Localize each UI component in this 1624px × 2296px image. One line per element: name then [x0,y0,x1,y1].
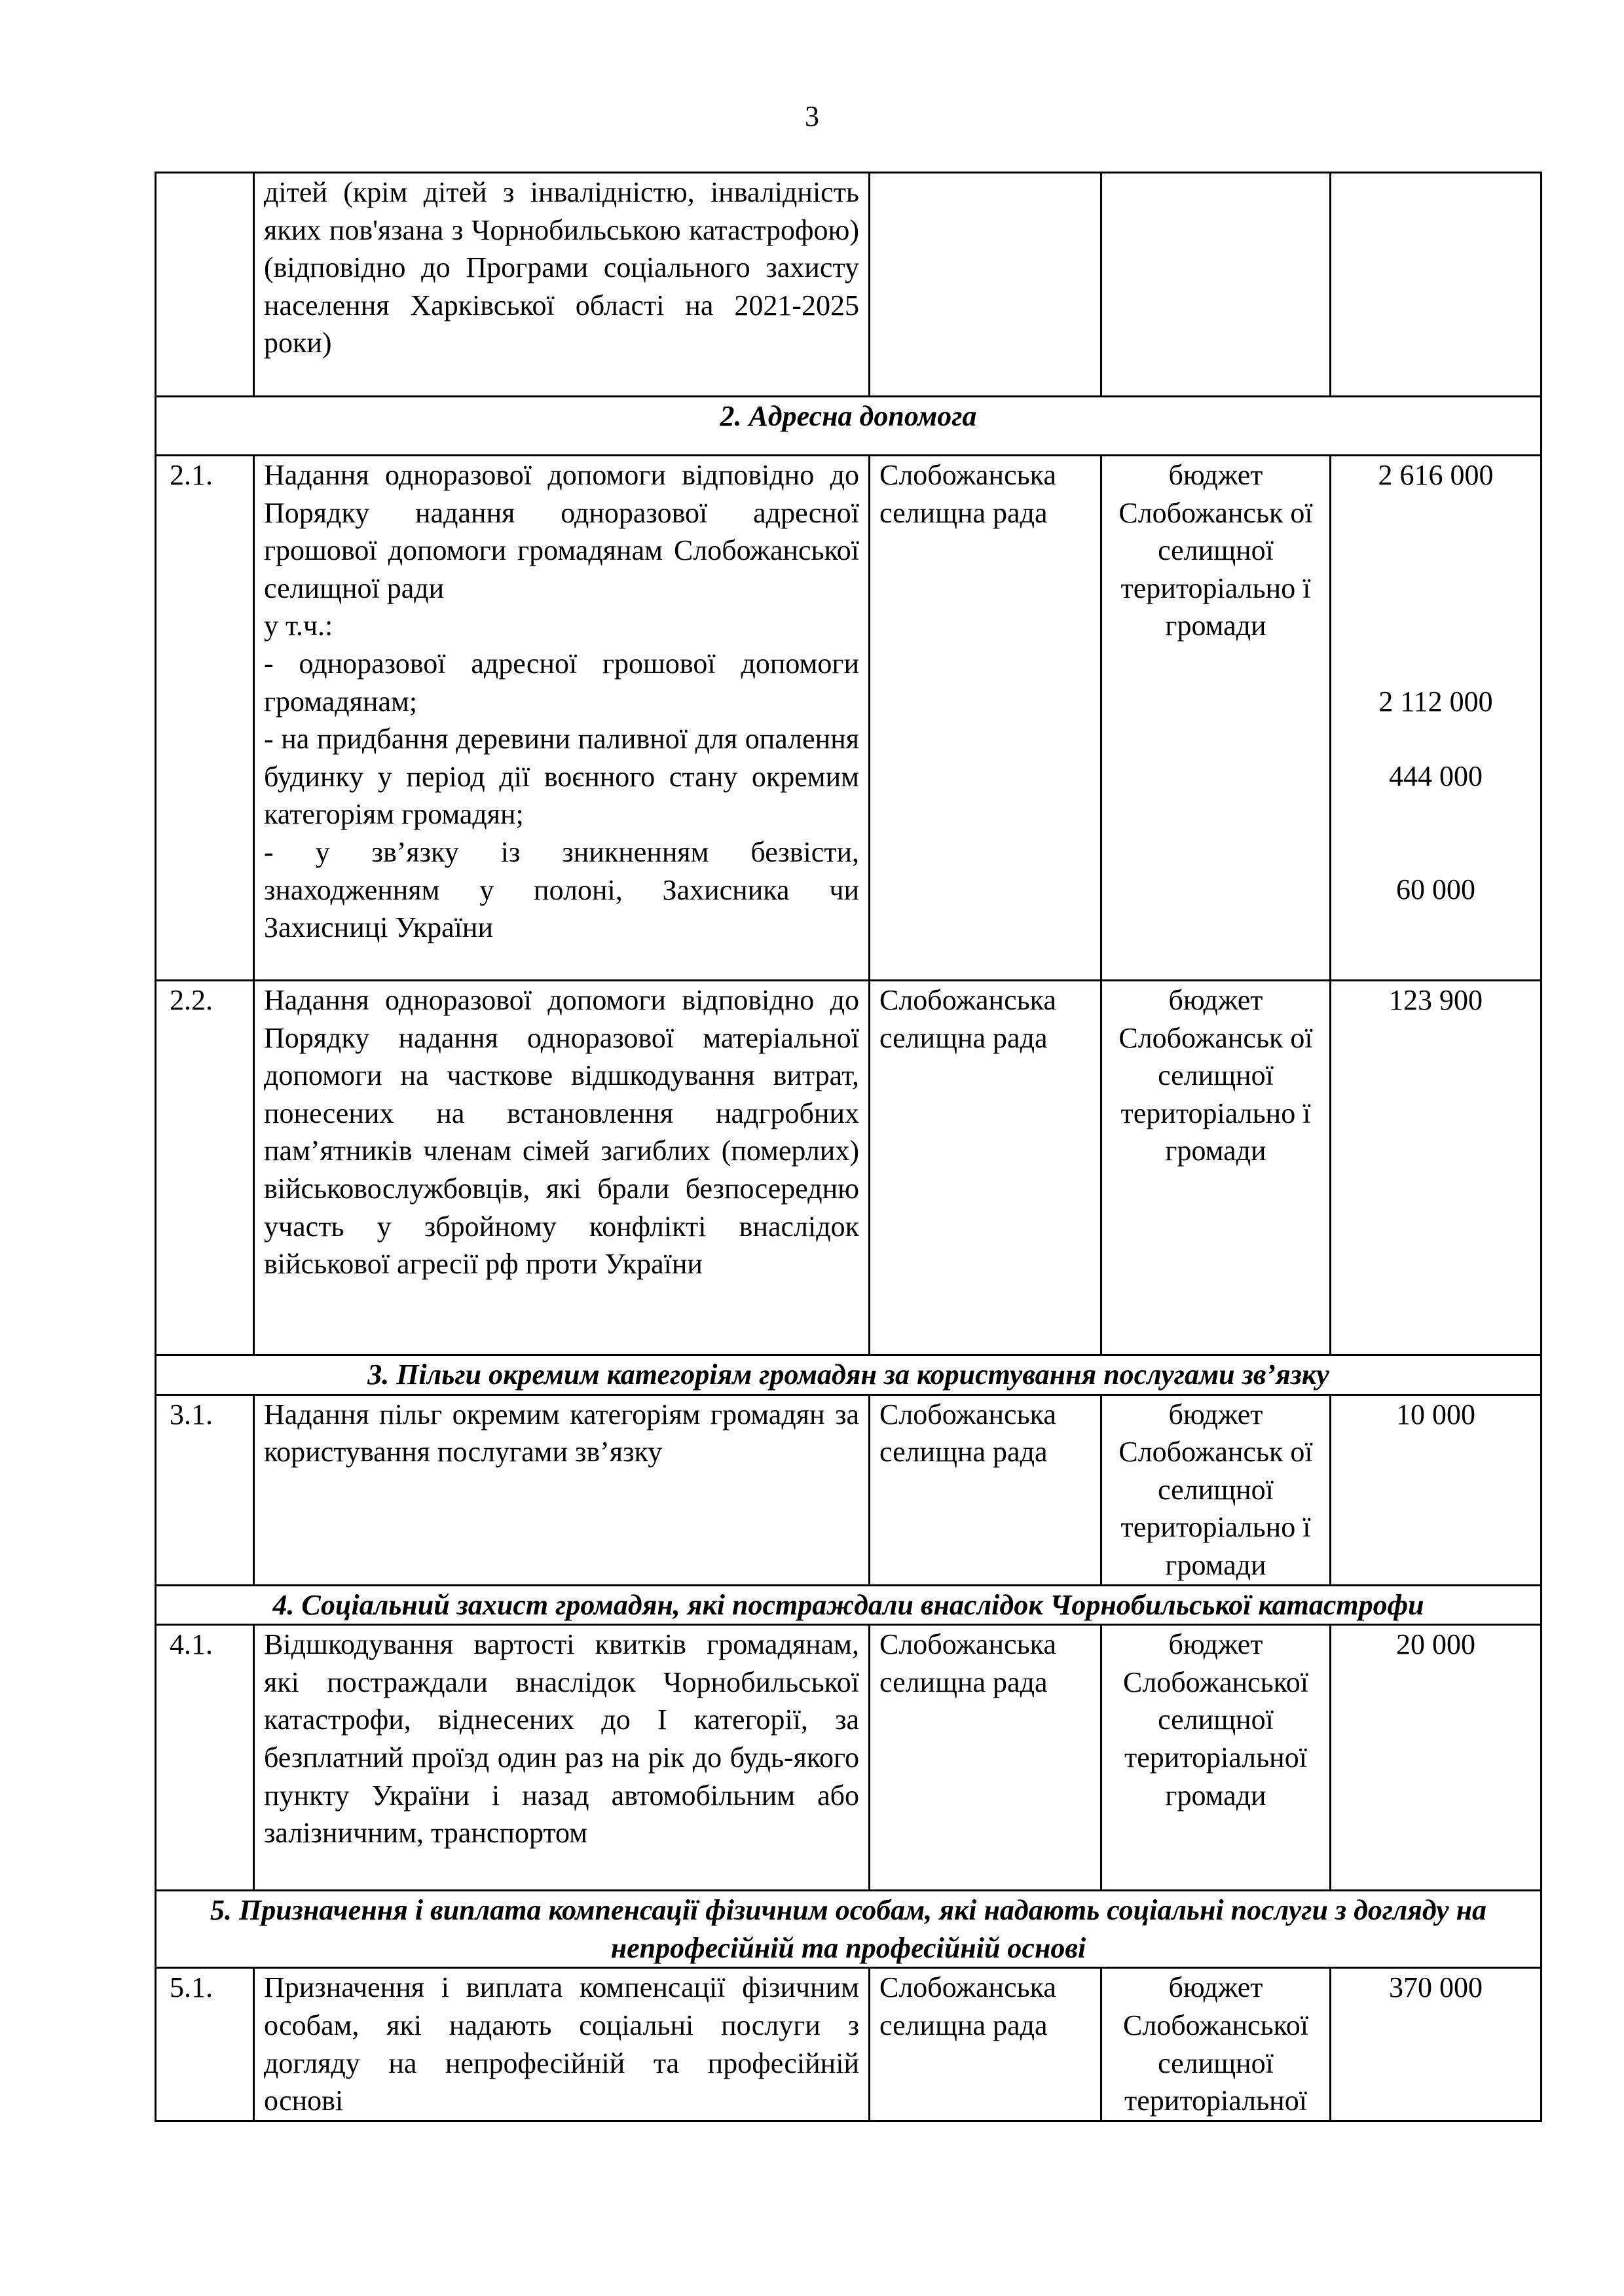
description-text: Надання пільг окремим категоріям громадян за користування послугами зв’язку [254,1394,870,1585]
table-row [156,1968,1541,2121]
organization-name: Слобожанська селищна рада [870,456,1101,981]
sub-item-text: - на придбання деревини паливної для опалення будинку у період дії воєнного стану окремим категоріям громадян; [264,723,859,831]
section-title-2: 2. Адресна допомога [156,397,1541,456]
section-header [156,1585,1541,1625]
row-number: 2.2. [156,981,254,1355]
including-label: у т.ч.: [264,610,333,642]
table-row [156,456,1541,981]
sub-item-text: - у зв’язку із зникненням безвісти, знаходженням у полоні, Захисника чи Захисниці України [264,835,859,944]
organization-name: Слобожанська селищна рада [870,1625,1101,1891]
amount-value: 2 112 000 [1378,685,1493,718]
funding-source: бюджет Слобожанськ ої селищної територіально ї громади [1101,1394,1331,1585]
section-header [156,397,1541,456]
organization-name: Слобожанська селищна рада [870,1394,1101,1585]
table-row [156,1625,1541,1891]
table-row [156,173,1541,397]
amount-value: 123 900 [1331,981,1541,1355]
description-cell [254,456,870,981]
section-title-4: 4. Соціальний захист громадян, які постраждали внаслідок Чорнобильської катастрофи [156,1585,1541,1625]
amount-cell [1331,456,1541,981]
amount-value: 444 000 [1389,760,1483,793]
funding-source: бюджет Слобожанської селищної територіальної [1101,1968,1331,2121]
row-number: 3.1. [156,1394,254,1585]
description-text: Призначення і виплата компенсації фізичним особам, які надають соціальні послуги з догляду на непрофесійній та професійній основі [254,1968,870,2121]
row-number: 4.1. [156,1625,254,1891]
table-row [156,981,1541,1355]
section-header [156,1355,1541,1395]
table-row [156,1394,1541,1585]
continuation-description: дітей (крім дітей з інвалідністю, інвалідність яких пов'язана з Чорнобильською катастрофою) (відповідно до Програми соціального захисту населення Харківської області на 2021-2025 роки) [254,173,870,397]
amount-value: 2 616 000 [1378,459,1494,491]
amount-value: 10 000 [1331,1394,1541,1585]
amount-cell [1331,173,1541,397]
funding-source: бюджет Слобожанської селищної територіальної громади [1101,1625,1331,1891]
row-number-cell [156,173,254,397]
page-number: 3 [805,100,819,132]
description-text: Відшкодування вартості квитків громадянам, які постраждали внаслідок Чорнобильської катастрофи, віднесених до І категорії, за безплатний проїзд один раз на рік до будь-якого пункту України і назад автомобільним або залізничним, транспортом [254,1625,870,1891]
sub-item-text: - одноразової адресної грошової допомоги громадянам; [264,647,859,718]
description-text: Надання одноразової допомоги відповідно до Порядку надання одноразової адресної грошової допомоги громадянам Слобожанської селищної ради [264,459,859,604]
section-title-5: 5. Призначення і виплата компенсації фізичним особам, які надають соціальні послуги з догляду на непрофесійній та професійній основі [156,1891,1541,1968]
funding-source: бюджет Слобожанськ ої селищної територіально ї громади [1101,981,1331,1355]
section-title-3: 3. Пільги окремим категоріям громадян за користування послугами зв’язку [156,1355,1541,1395]
organization-name: Слобожанська селищна рада [870,981,1101,1355]
description-text: Надання одноразової допомоги відповідно до Порядку надання одноразової матеріальної допомоги на часткове відшкодування витрат, понесених на встановлення надгробних пам’ятників членам сімей загиблих (померлих) військовослужбовців, які брали безпосередню участь у збройному конфлікті внаслідок військової агресії рф проти України [254,981,870,1355]
funding-source: бюджет Слобожанськ ої селищної територіально ї громади [1101,456,1331,981]
organization-name: Слобожанська селищна рада [870,1968,1101,2121]
budget-cell [1101,173,1331,397]
row-number: 5.1. [156,1968,254,2121]
program-table [155,172,1542,2122]
amount-value: 60 000 [1396,873,1475,905]
row-number: 2.1. [156,456,254,981]
section-header [156,1891,1541,1968]
organization-cell [870,173,1101,397]
amount-value: 370 000 [1331,1968,1541,2121]
amount-value: 20 000 [1331,1625,1541,1891]
